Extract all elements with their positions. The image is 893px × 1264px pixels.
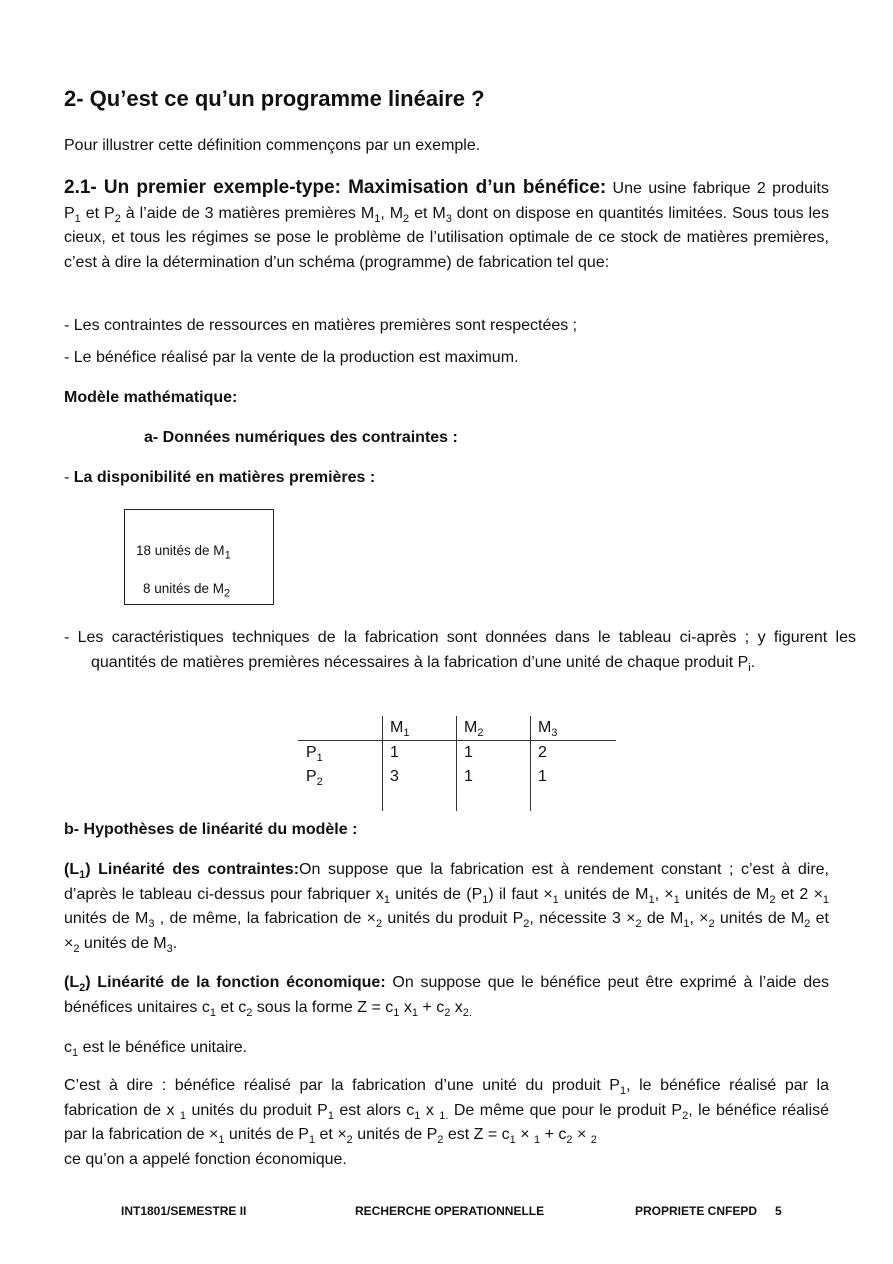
unit-profit-line: $c_1$ est le bénéfice unitaire. — [64, 1039, 248, 1060]
table-header-cell: $M_3$ — [531, 716, 617, 741]
table-cell: 1 — [383, 741, 457, 766]
sub-heading-b: b- Hypothèses de linéarité du modèle : — [64, 821, 358, 838]
page-number: 5 — [775, 1204, 782, 1218]
footer-owner: PROPRIETE CNFEPD — [635, 1204, 758, 1218]
table-cell: 1 — [531, 765, 617, 789]
linearity-constraints-paragraph: $(L_1)$ Linéarité des contraintes:On suppose que la fabrication est à rendement constant ; c’est à dire, d’après le tableau ci-dessus pour fabriquer $x_1$ unités de $(P_1)$ il faut $\times_1$ unités de $M_1$, $\times_1$ unités de $M_2$ et $2 \times_1$ unités de $M_3$ , de même, la fabrication de $\times_2$ unités du produit $P_2$, nécessite $3 \times_2$ de $M_1$, $\times_2$ unités de $M_2$ et $\times_2$ unités de $M_3$. — [64, 861, 830, 955]
technical-paragraph: - Les caractéristiques techniques de la fabrication sont données dans le tableau ci-après ; y figurent les quantités de matières premières nécessaires à la fabrication d’une unité de chaque produit $P_i$. — [64, 629, 856, 674]
table-cell: 1 — [457, 765, 531, 789]
availability-heading: - La disponibilité en matières premières : — [64, 469, 376, 486]
table-cell: 1 — [457, 741, 531, 766]
footer-course-title: RECHERCHE OPERATIONNELLE — [355, 1204, 545, 1218]
model-heading: Modèle mathématique: — [64, 389, 238, 406]
table-row-label: $P_2$ — [306, 768, 323, 789]
economic-function-paragraph: C’est à dire : bénéfice réalisé par la fabrication d’une unité du produit $P_1$, le bénéfice réalisé par la fabrication de x $_1$ unités du produit $P_1$ est alors $c_1$ x $_{1.}$ De même que pour le produit $P_2$, le bénéfice réalisé par la fabrication de $\times_1$ unités de $P_1$ et $\times_2$ unités de $P_2$ est $Z = c_1 \times _1 + c_2 \times _2$ ce qu’on a appelé fonction économique. — [64, 1077, 830, 1168]
table-cell: 3 — [383, 765, 457, 789]
footer-course-code: INT1801/SEMESTRE II — [121, 1204, 247, 1218]
availability-box — [124, 509, 274, 605]
availability-line-m2: 8 unités de $M_2$ — [143, 581, 231, 600]
availability-line-m1: 18 unités de $M_1$ — [136, 543, 231, 562]
bullet-item-constraints: - Les contraintes de ressources en matières premières sont respectées ; — [64, 317, 578, 334]
subsection-title: 2.1- Un premier exemple-type: Maximisation d’un bénéfice: — [64, 177, 607, 198]
linearity-function-paragraph: $(L_2)$ Linéarité de la fonction économique: On suppose que le bénéfice peut être exprimé à l’aide des bénéfices unitaires $c_1$ et $c_2$ sous la forme $Z = c_1$ $x_1 + c_2$ $x_{2.}$ — [64, 974, 830, 1019]
section-title: 2- Qu’est ce qu’un programme linéaire ? — [64, 86, 485, 111]
subsection-paragraph: 2.1- Un premier exemple-type: Maximisation d’un bénéfice: Une usine fabrique 2 produits $P_1$ et $P_2$ à l’aide de 3 matières premières $M_1$, $M_2$ et $M_3$ dont on dispose en quantités limitées. Sous tous les cieux, et tous les régimes se pose le problème de l’utilisation optimale de ce stock de matières premières, c’est à dire la détermination d’un schéma (programme) de fabrication tel que: — [64, 177, 830, 271]
table-header-row — [298, 716, 616, 741]
sub-heading-a: a- Données numériques des contraintes : — [144, 429, 458, 446]
table-row — [298, 741, 616, 766]
table-header-cell: $M_2$ — [457, 716, 531, 741]
bullet-item-profit: - Le bénéfice réalisé par la vente de la production est maximum. — [64, 349, 519, 366]
table-cell: 2 — [531, 741, 617, 766]
table-blank-row — [298, 789, 616, 811]
table-header-cell: $M_1$ — [383, 716, 457, 741]
technical-table — [298, 716, 616, 811]
table-row — [298, 765, 616, 789]
table-row-label: $P_1$ — [306, 744, 323, 765]
intro-paragraph: Pour illustrer cette définition commençons par un exemple. — [64, 137, 481, 154]
